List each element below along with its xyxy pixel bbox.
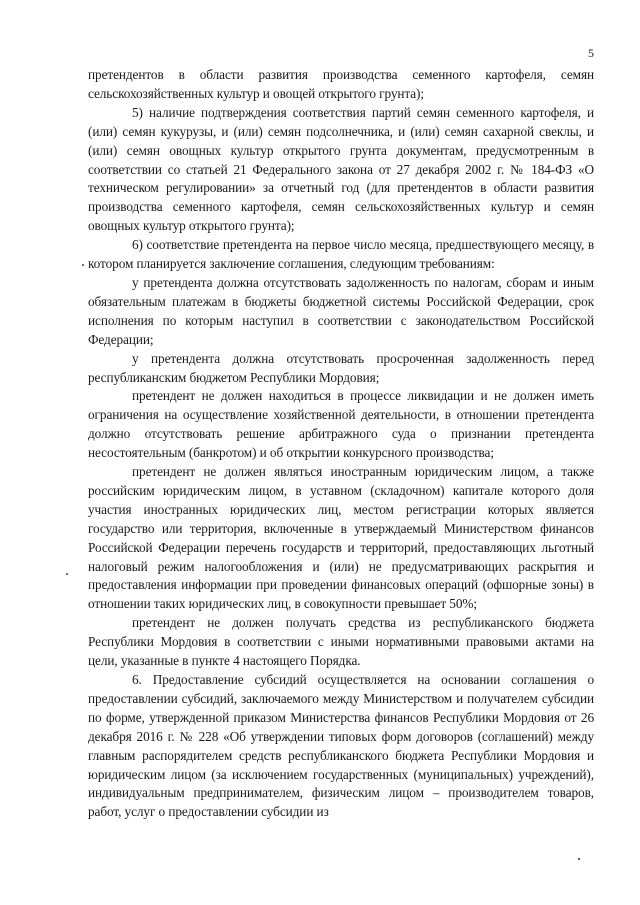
paragraph: 5) наличие подтверждения соответствия партий семян семенного картофеля, и (или) семян кукурузы, и (или) семян подсолнечника, и (или) семян сахарной свеклы, и (или) семян овощных культур открытого грунта документам, предусмотренным в соответствии со статьей 21 Федерального закона от 27 декабря 2002 г. № 184-ФЗ «О техническом регулировании» за отчетный год (для претендентов в области развития производства семенного картофеля, семян сельскохозяйственных культур и семян овощных культур открытого грунта); bbox=[88, 104, 594, 234]
paragraph: претендентов в области развития производства семенного картофеля, семян сельскохозяйственных культур и овощей открытого грунта); bbox=[88, 67, 594, 101]
paragraph: претендент не должен являться иностранным юридическим лицом, а также российским юридическим лицом, в уставном (складочном) капитале которого доля участия иностранных юридических лиц, местом регистрации которых является государство или территория, включенные в утверждаемый Министерством финансов Российской Федерации перечень государств и территорий, предоставляющих льготный налоговый режим налогообложения и (или) не предусматривающих раскрытия и предоставления информации при проведении финансовых операций (офшорные зоны) в отношении таких юридических лиц, в совокупности превышает 50%; bbox=[88, 464, 594, 612]
paragraph: 6) соответствие претендента на первое число месяца, предшествующего месяцу, в котором планируется заключение соглашения, следующим требованиям: bbox=[88, 237, 594, 272]
scan-speck bbox=[82, 264, 84, 266]
paragraph: претендент не должен получать средства из республиканского бюджета Республики Мордовия в соответствии с иными нормативными правовыми актами на цели, указанные в пункте 4 настоящего Порядка. bbox=[88, 615, 594, 669]
paragraph: у претендента должна отсутствовать просроченная задолженность перед республиканским бюджетом Республики Мордовия; bbox=[88, 350, 594, 385]
document-body bbox=[88, 66, 594, 822]
paragraph: 6. Предоставление субсидий осуществляется на основании соглашения о предоставлении субсидий, заключаемого между Министерством и получателем субсидии по форме, утвержденной приказом Министерства финансов Республики Мордовия от 26 декабря 2016 г. № 228 «Об утверждении типовых форм договоров (соглашений) между главным распорядителем средств республиканского бюджета Республики Мордовия и юридическим лицом (за исключением государственных (муниципальных) учреждений), индивидуальным предпринимателем, физическим лицом – производителем товаров, работ, услуг о предоставлении субсидии из bbox=[88, 672, 594, 820]
paragraph: у претендента должна отсутствовать задолженность по налогам, сборам и иным обязательным платежам в бюджеты бюджетной системы Российской Федерации, срок исполнения по которым наступил в соответствии с законодательством Российской Федерации; bbox=[88, 274, 594, 347]
paragraph: претендент не должен находиться в процессе ликвидации и не должен иметь ограничения на осуществление хозяйственной деятельности, в отношении претендента должно отсутствовать решение арбитражного суда о признании претендента несостоятельным (банкротом) и об открытии конкурсного производства; bbox=[88, 388, 594, 461]
scan-speck bbox=[578, 858, 580, 860]
scan-speck bbox=[66, 573, 68, 575]
page-number: 5 bbox=[588, 46, 594, 60]
